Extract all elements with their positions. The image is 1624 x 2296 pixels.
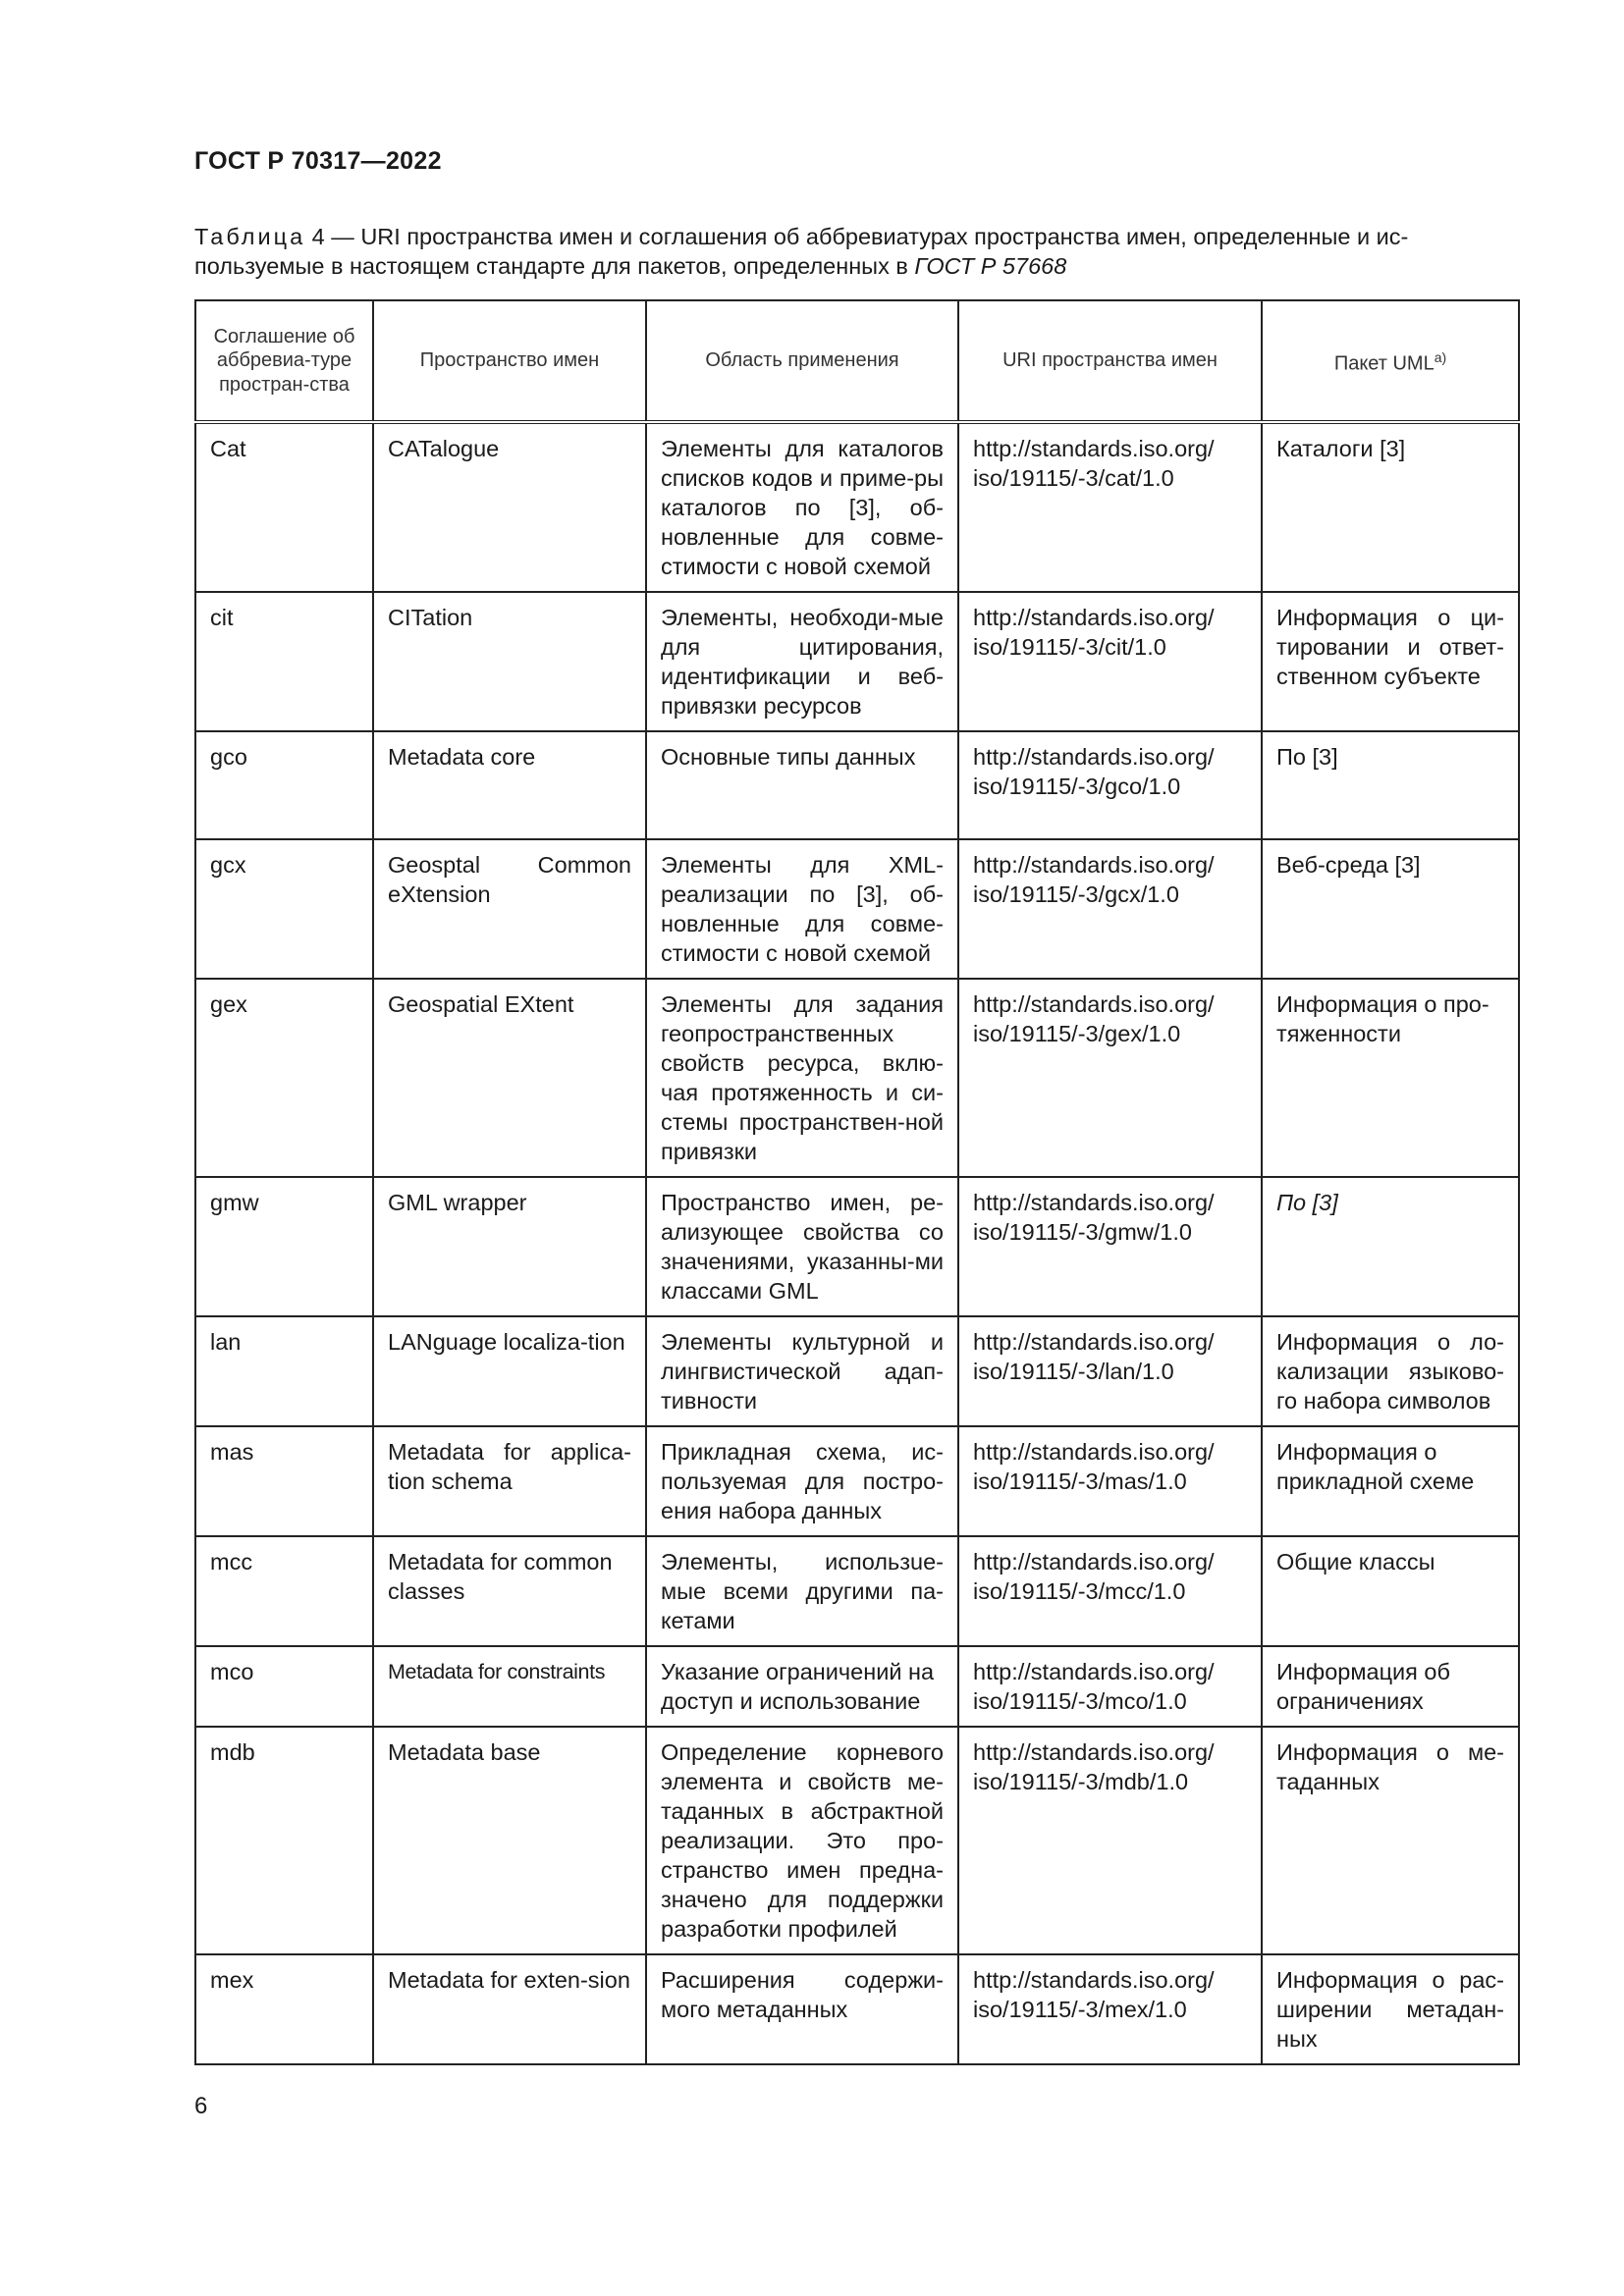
cell-uml-package: По [3]: [1262, 731, 1519, 839]
cell-scope: Расширения содержи-мого метаданных: [646, 1954, 958, 2064]
cell-uri: http://standards.iso.org/ iso/19115/-3/mco/1.0: [958, 1646, 1262, 1727]
table-caption-text: 4 — URI пространства имен и соглашения об аббревиатурах пространства имен, определенные и ис-пользуемые в настоящем стандарте для пакетов, определенных в: [194, 224, 1409, 279]
table-row: [195, 592, 1519, 731]
cell-uri: http://standards.iso.org/ iso/19115/-3/gmw/1.0: [958, 1177, 1262, 1316]
table-row: [195, 979, 1519, 1177]
cell-uml-package: Каталоги [3]: [1262, 422, 1519, 592]
table-row: [195, 1954, 1519, 2064]
cell-abbreviation: cit: [195, 592, 373, 731]
header-abbreviation: Соглашение об аббревиа-туре простран-ства: [195, 300, 373, 422]
header-uml-package: [1262, 300, 1519, 422]
cell-scope: Указание ограничений на доступ и использование: [646, 1646, 958, 1727]
cell-uml-package: Информация о прикладной схеме: [1262, 1426, 1519, 1536]
cell-uri: http://standards.iso.org/ iso/19115/-3/gco/1.0: [958, 731, 1262, 839]
cell-uri: http://standards.iso.org/ iso/19115/-3/mex/1.0: [958, 1954, 1262, 2064]
cell-uml-package: Общие классы: [1262, 1536, 1519, 1646]
table-row: [195, 1426, 1519, 1536]
cell-scope: Определение корневого элемента и свойств ме-таданных в абстрактной реализации. Это про-странство имен предна-значено для поддержки разработки профилей: [646, 1727, 958, 1954]
table-row: [195, 1646, 1519, 1727]
cell-namespace: Metadata for common classes: [373, 1536, 646, 1646]
cell-abbreviation: gcx: [195, 839, 373, 979]
cell-abbreviation: gco: [195, 731, 373, 839]
cell-uri: http://standards.iso.org/ iso/19115/-3/gcx/1.0: [958, 839, 1262, 979]
table-row: [195, 422, 1519, 592]
document-title: ГОСТ Р 70317—2022: [194, 147, 442, 175]
cell-namespace: Geosptal Common eXtension: [373, 839, 646, 979]
cell-uml-package: Веб-среда [3]: [1262, 839, 1519, 979]
cell-scope: Элементы культурной и лингвистической адап-тивности: [646, 1316, 958, 1426]
cell-scope: Элементы для XML-реализации по [3], об-новленные для совме-стимости с новой схемой: [646, 839, 958, 979]
header-uri: URI пространства имен: [958, 300, 1262, 422]
cell-abbreviation: lan: [195, 1316, 373, 1426]
cell-uri: http://standards.iso.org/ iso/19115/-3/mas/1.0: [958, 1426, 1262, 1536]
cell-abbreviation: mex: [195, 1954, 373, 2064]
table-caption: [194, 222, 1514, 281]
cell-abbreviation: gex: [195, 979, 373, 1177]
cell-uri: http://standards.iso.org/ iso/19115/-3/cit/1.0: [958, 592, 1262, 731]
table-header-row: [195, 300, 1519, 422]
cell-namespace: Metadata for exten-sion: [373, 1954, 646, 2064]
cell-scope: Элементы для задания геопространственных свойств ресурса, вклю-чая протяженность и си-стемы пространствен-ной привязки: [646, 979, 958, 1177]
cell-namespace: LANguage localiza-tion: [373, 1316, 646, 1426]
header-scope: Область применения: [646, 300, 958, 422]
cell-scope: Элементы, использue-мые всеми другими па-кетами: [646, 1536, 958, 1646]
cell-uml-package: По [3]: [1262, 1177, 1519, 1316]
cell-uri: http://standards.iso.org/ iso/19115/-3/mcc/1.0: [958, 1536, 1262, 1646]
cell-scope: Элементы для каталогов списков кодов и приме-ры каталогов по [3], об-новленные для совме-стимости с новой схемой: [646, 422, 958, 592]
cell-uml-package: Информация о ци-тировании и ответ-ственном субъекте: [1262, 592, 1519, 731]
page-number: 6: [194, 2093, 208, 2119]
header-uml-footnote-mark: а): [1434, 348, 1447, 365]
namespace-table: [194, 299, 1520, 2065]
cell-uri: http://standards.iso.org/ iso/19115/-3/gex/1.0: [958, 979, 1262, 1177]
cell-abbreviation: mco: [195, 1646, 373, 1727]
header-uml-package-label: Пакет UML: [1333, 352, 1435, 375]
cell-scope: Пространство имен, ре-ализующее свойства со значениями, указанны-ми классами GML: [646, 1177, 958, 1316]
cell-abbreviation: Cat: [195, 422, 373, 592]
table-row: [195, 1316, 1519, 1426]
cell-namespace: GML wrapper: [373, 1177, 646, 1316]
cell-uml-package: Информация о про-тяженности: [1262, 979, 1519, 1177]
cell-abbreviation: mdb: [195, 1727, 373, 1954]
cell-namespace: Metadata for applica-tion schema: [373, 1426, 646, 1536]
cell-uml-package: Информация об ограничениях: [1262, 1646, 1519, 1727]
cell-namespace: Geospatial EXtent: [373, 979, 646, 1177]
table-row: [195, 1177, 1519, 1316]
table-row: [195, 839, 1519, 979]
cell-namespace: Metadata base: [373, 1727, 646, 1954]
cell-uri: http://standards.iso.org/ iso/19115/-3/mdb/1.0: [958, 1727, 1262, 1954]
header-namespace: Пространство имен: [373, 300, 646, 422]
cell-uml-package: Информация о рас-ширении метадан-ных: [1262, 1954, 1519, 2064]
cell-scope: Прикладная схема, ис-пользуемая для постро-ения набора данных: [646, 1426, 958, 1536]
cell-scope: Основные типы данных: [646, 731, 958, 839]
cell-namespace: Metadata for constraints: [373, 1646, 646, 1727]
cell-uml-package: Информация о ло-кализации языково-го набора символов: [1262, 1316, 1519, 1426]
cell-abbreviation: mcc: [195, 1536, 373, 1646]
table-row: [195, 731, 1519, 839]
cell-abbreviation: mas: [195, 1426, 373, 1536]
cell-namespace: CATalogue: [373, 422, 646, 592]
table-row: [195, 1536, 1519, 1646]
table-caption-label: Таблица: [194, 224, 306, 249]
cell-namespace: Metadata core: [373, 731, 646, 839]
cell-abbreviation: gmw: [195, 1177, 373, 1316]
cell-uml-package: Информация о ме-таданных: [1262, 1727, 1519, 1954]
cell-uri: http://standards.iso.org/ iso/19115/-3/cat/1.0: [958, 422, 1262, 592]
table-row: [195, 1727, 1519, 1954]
cell-uri: http://standards.iso.org/ iso/19115/-3/lan/1.0: [958, 1316, 1262, 1426]
cell-scope: Элементы, необходи-мые для цитирования, идентификации и веб-привязки ресурсов: [646, 592, 958, 731]
cell-namespace: CITation: [373, 592, 646, 731]
table-caption-reference: ГОСТ Р 57668: [914, 253, 1067, 279]
